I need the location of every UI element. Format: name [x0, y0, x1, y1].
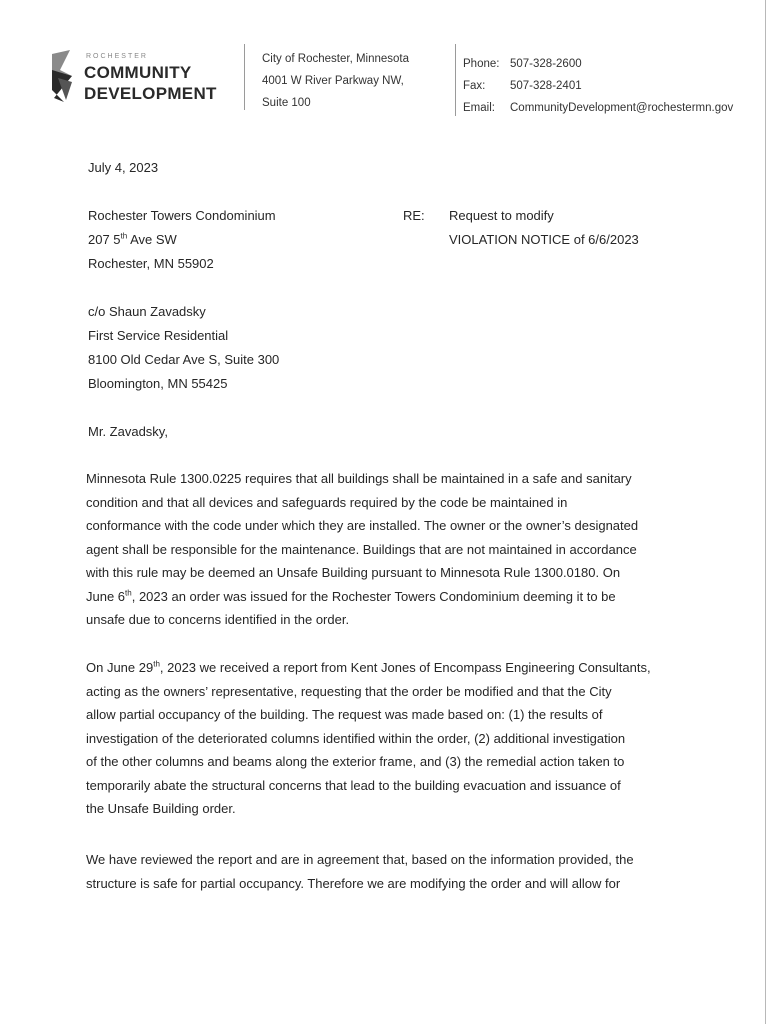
- re-label: RE:: [403, 208, 425, 223]
- address-line: Suite 100: [262, 97, 311, 109]
- paragraph-line: the Unsafe Building order.: [86, 801, 236, 816]
- care-of-line: c/o Shaun Zavadsky: [88, 304, 206, 319]
- paragraph-line: condition and that all devices and safeguards required by the code be maintained in: [86, 494, 568, 510]
- body-paragraph-1: [86, 467, 686, 632]
- recipient-name: Rochester Towers Condominium: [88, 208, 276, 223]
- email-link[interactable]: CommunityDevelopment@rochestermn.gov: [510, 102, 734, 114]
- care-of-line: Bloomington, MN 55425: [88, 376, 228, 391]
- re-subject-line2: VIOLATION NOTICE of 6/6/2023: [449, 232, 639, 247]
- care-of-line: First Service Residential: [88, 328, 229, 343]
- recipient-street: 207 5th Ave SW: [88, 231, 177, 247]
- body-paragraph-3: [86, 848, 686, 895]
- care-of-line: 8100 Old Cedar Ave S, Suite 300: [88, 352, 280, 367]
- letter-date: July 4, 2023: [88, 160, 159, 175]
- salutation: Mr. Zavadsky,: [88, 424, 168, 439]
- paragraph-line: June 6th, 2023 an order was issued for the Rochester Towers Condominium deeming it to be: [86, 588, 616, 604]
- paragraph-line: structure is safe for partial occupancy. Therefore we are modifying the order and will allow for: [86, 875, 621, 891]
- paragraph-line: with this rule may be deemed an Unsafe Building pursuant to Minnesota Rule 1300.0180. On: [86, 565, 621, 580]
- logo-line-development: DEVELOPMENT: [84, 84, 217, 103]
- contact-label: Email:: [463, 102, 495, 114]
- paragraph-line: investigation of the deteriorated columns identified within the order, (2) additional investigation: [86, 730, 626, 746]
- paragraph-line: of the other columns and beams along the exterior frame, and (3) the remedial action taken to: [86, 754, 625, 769]
- phone-number: 507-328-2600: [510, 58, 582, 70]
- paragraph-line: Minnesota Rule 1300.0225 requires that all buildings shall be maintained in a safe and sanitary: [86, 471, 632, 486]
- paragraph-line: temporarily abate the structural concerns that lead to the building evacuation and issuance of: [86, 777, 621, 793]
- recipient-city: Rochester, MN 55902: [88, 256, 214, 271]
- paragraph-line: agent shall be responsible for the maintenance. Buildings that are not maintained in accordance: [86, 541, 637, 557]
- logo-chevron-icon: [52, 50, 74, 107]
- paragraph-line: unsafe due to concerns identified in the order.: [86, 612, 350, 627]
- address-line: City of Rochester, Minnesota: [262, 53, 410, 65]
- header-divider: [455, 44, 456, 116]
- paragraph-line: On June 29th, 2023 we received a report from Kent Jones of Encompass Engineering Consultants,: [86, 659, 651, 675]
- paragraph-line: We have reviewed the report and are in agreement that, based on the information provided, the: [86, 852, 634, 867]
- contact-label: Fax:: [463, 80, 486, 92]
- logo-line-community: COMMUNITY: [84, 63, 192, 82]
- page-edge: [765, 0, 766, 1024]
- header-divider: [244, 44, 245, 110]
- re-subject-line1: Request to modify: [449, 208, 554, 223]
- body-paragraph-2: [86, 656, 686, 821]
- fax-number: 507-328-2401: [510, 80, 582, 92]
- paragraph-line: allow partial occupancy of the building. The request was made based on: (1) the results of: [86, 707, 603, 722]
- contact-label: Phone:: [463, 58, 500, 70]
- paragraph-line: acting as the owners’ representative, requesting that the order be modified and that the City: [86, 683, 612, 699]
- paragraph-line: conformance with the code under which they are installed. The owner or the owner’s designated: [86, 518, 639, 533]
- logo-city-name: ROCHESTER: [86, 53, 148, 60]
- address-line: 4001 W River Parkway NW,: [262, 75, 404, 87]
